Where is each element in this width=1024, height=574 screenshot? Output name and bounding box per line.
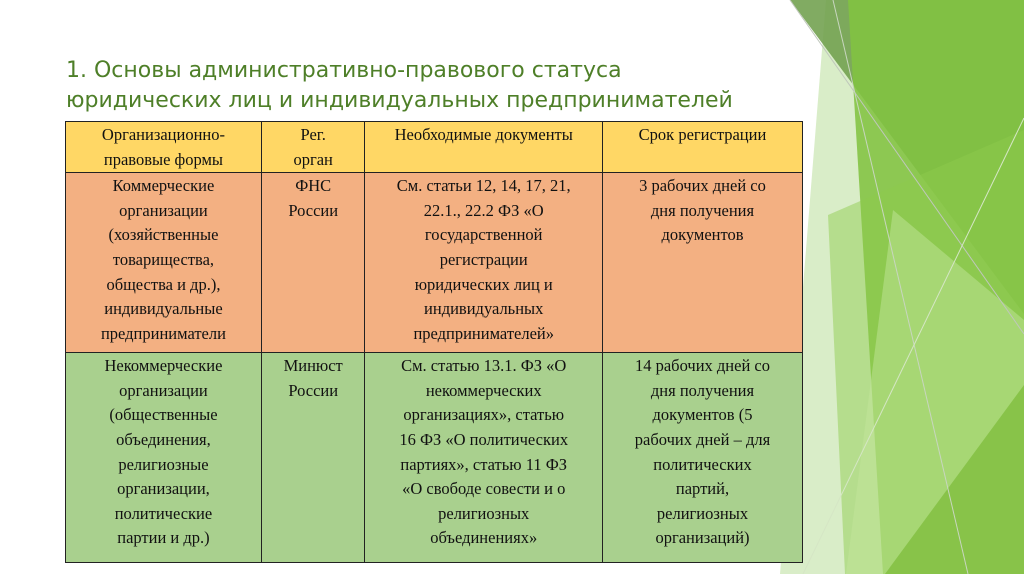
noncommercial-term-line-5: политических bbox=[653, 454, 752, 474]
commercial-documents-line-7: предпринимателей» bbox=[413, 323, 554, 343]
noncommercial-legal-form-line-1: Некоммерческие bbox=[104, 356, 223, 376]
header-registration-body-line-2: орган bbox=[293, 149, 333, 169]
noncommercial-documents-line-1: См. статью 13.1. ФЗ «О bbox=[401, 356, 567, 376]
noncommercial-documents-line-6: «О свободе совести и о bbox=[402, 479, 566, 499]
noncommercial-term-line-7: религиозных bbox=[656, 503, 749, 523]
commercial-legal-form-line-2: организации bbox=[119, 200, 208, 220]
commercial-term-line-3: документов bbox=[661, 225, 744, 245]
noncommercial-legal-form-line-4: объединения, bbox=[116, 429, 211, 449]
commercial-documents-line-5: юридических лиц и bbox=[414, 274, 553, 294]
commercial-legal-form-line-1: Коммерческие bbox=[112, 176, 215, 196]
noncommercial-term-line-2: дня получения bbox=[650, 380, 755, 400]
header-registration-term-line-1: Срок регистрации bbox=[638, 125, 767, 144]
header-legal-form-line-2: правовые формы bbox=[103, 149, 224, 169]
header-required-documents-line-1: Необходимые документы bbox=[394, 125, 573, 144]
noncommercial-documents-line-4: 16 ФЗ «О политических bbox=[399, 429, 569, 449]
header-legal-form bbox=[66, 122, 262, 173]
commercial-term-line-2: дня получения bbox=[650, 200, 755, 220]
noncommercial-documents-line-3: организациях», статью bbox=[403, 405, 565, 425]
noncommercial-registration-body-line-2: России bbox=[288, 380, 339, 400]
noncommercial-legal-form-line-3: (общественные bbox=[109, 405, 218, 425]
title-line-2: юридических лиц и индивидуальных предпринимателей bbox=[66, 88, 733, 113]
noncommercial-legal-form-line-2: организации bbox=[119, 380, 208, 400]
header-legal-form-line-1: Организационно- bbox=[101, 125, 225, 144]
commercial-documents-line-3: государственной bbox=[424, 225, 543, 245]
noncommercial-legal-form-line-5: религиозные bbox=[118, 454, 209, 474]
commercial-documents-line-6: индивидуальных bbox=[424, 299, 544, 319]
noncommercial-term-line-1: 14 рабочих дней со bbox=[634, 356, 770, 376]
commercial-legal-form-line-6: индивидуальные bbox=[104, 299, 223, 319]
commercial-legal-form-cell bbox=[66, 173, 262, 353]
commercial-legal-form-line-5: общества и др.), bbox=[106, 274, 221, 294]
noncommercial-documents-cell bbox=[365, 353, 603, 563]
noncommercial-legal-form-line-7: политические bbox=[114, 503, 213, 523]
commercial-registration-body-line-2: России bbox=[288, 200, 339, 220]
noncommercial-legal-form-line-8: партии и др.) bbox=[117, 528, 210, 548]
registration-table-container bbox=[65, 121, 803, 559]
noncommercial-documents-line-2: некоммерческих bbox=[425, 380, 542, 400]
noncommercial-registration-body-line-1: Минюст bbox=[283, 356, 343, 376]
table-row-noncommercial bbox=[66, 353, 803, 563]
noncommercial-registration-body-cell bbox=[261, 353, 365, 563]
table-header-row bbox=[66, 122, 803, 173]
commercial-documents-line-4: регистрации bbox=[439, 249, 528, 269]
noncommercial-term-cell bbox=[602, 353, 802, 563]
commercial-registration-body-line-1: ФНС bbox=[295, 176, 332, 196]
commercial-legal-form-line-4: товарищества, bbox=[112, 249, 215, 269]
noncommercial-legal-form-cell bbox=[66, 353, 262, 563]
commercial-term-cell bbox=[602, 173, 802, 353]
table-row-commercial bbox=[66, 173, 803, 353]
commercial-documents-line-1: См. статьи 12, 14, 17, 21, bbox=[396, 176, 571, 196]
title-line-1: 1. Основы административно-правового статуса bbox=[66, 58, 622, 83]
header-registration-body-line-1: Рег. bbox=[300, 125, 326, 144]
commercial-legal-form-line-7: предприниматели bbox=[100, 323, 226, 343]
noncommercial-legal-form-line-6: организации, bbox=[117, 479, 210, 499]
noncommercial-documents-line-5: партиях», статью 11 ФЗ bbox=[400, 454, 568, 474]
noncommercial-documents-line-7: религиозных bbox=[438, 503, 530, 523]
commercial-legal-form-line-3: (хозяйственные bbox=[108, 225, 219, 245]
noncommercial-term-line-4: рабочих дней – для bbox=[634, 429, 771, 449]
noncommercial-term-line-3: документов (5 bbox=[652, 405, 753, 425]
header-required-documents bbox=[365, 122, 603, 173]
noncommercial-term-line-8: организаций) bbox=[655, 528, 750, 548]
noncommercial-term-line-6: партий, bbox=[675, 479, 730, 499]
header-registration-body bbox=[261, 122, 365, 173]
noncommercial-documents-line-8: объединениях» bbox=[430, 528, 538, 548]
commercial-documents-cell bbox=[365, 173, 603, 353]
commercial-documents-line-2: 22.1., 22.2 ФЗ «О bbox=[423, 200, 544, 220]
slide-title bbox=[66, 56, 786, 116]
header-registration-term bbox=[602, 122, 802, 173]
commercial-registration-body-cell bbox=[261, 173, 365, 353]
registration-table bbox=[65, 121, 803, 563]
commercial-term-line-1: 3 рабочих дней со bbox=[639, 176, 766, 196]
